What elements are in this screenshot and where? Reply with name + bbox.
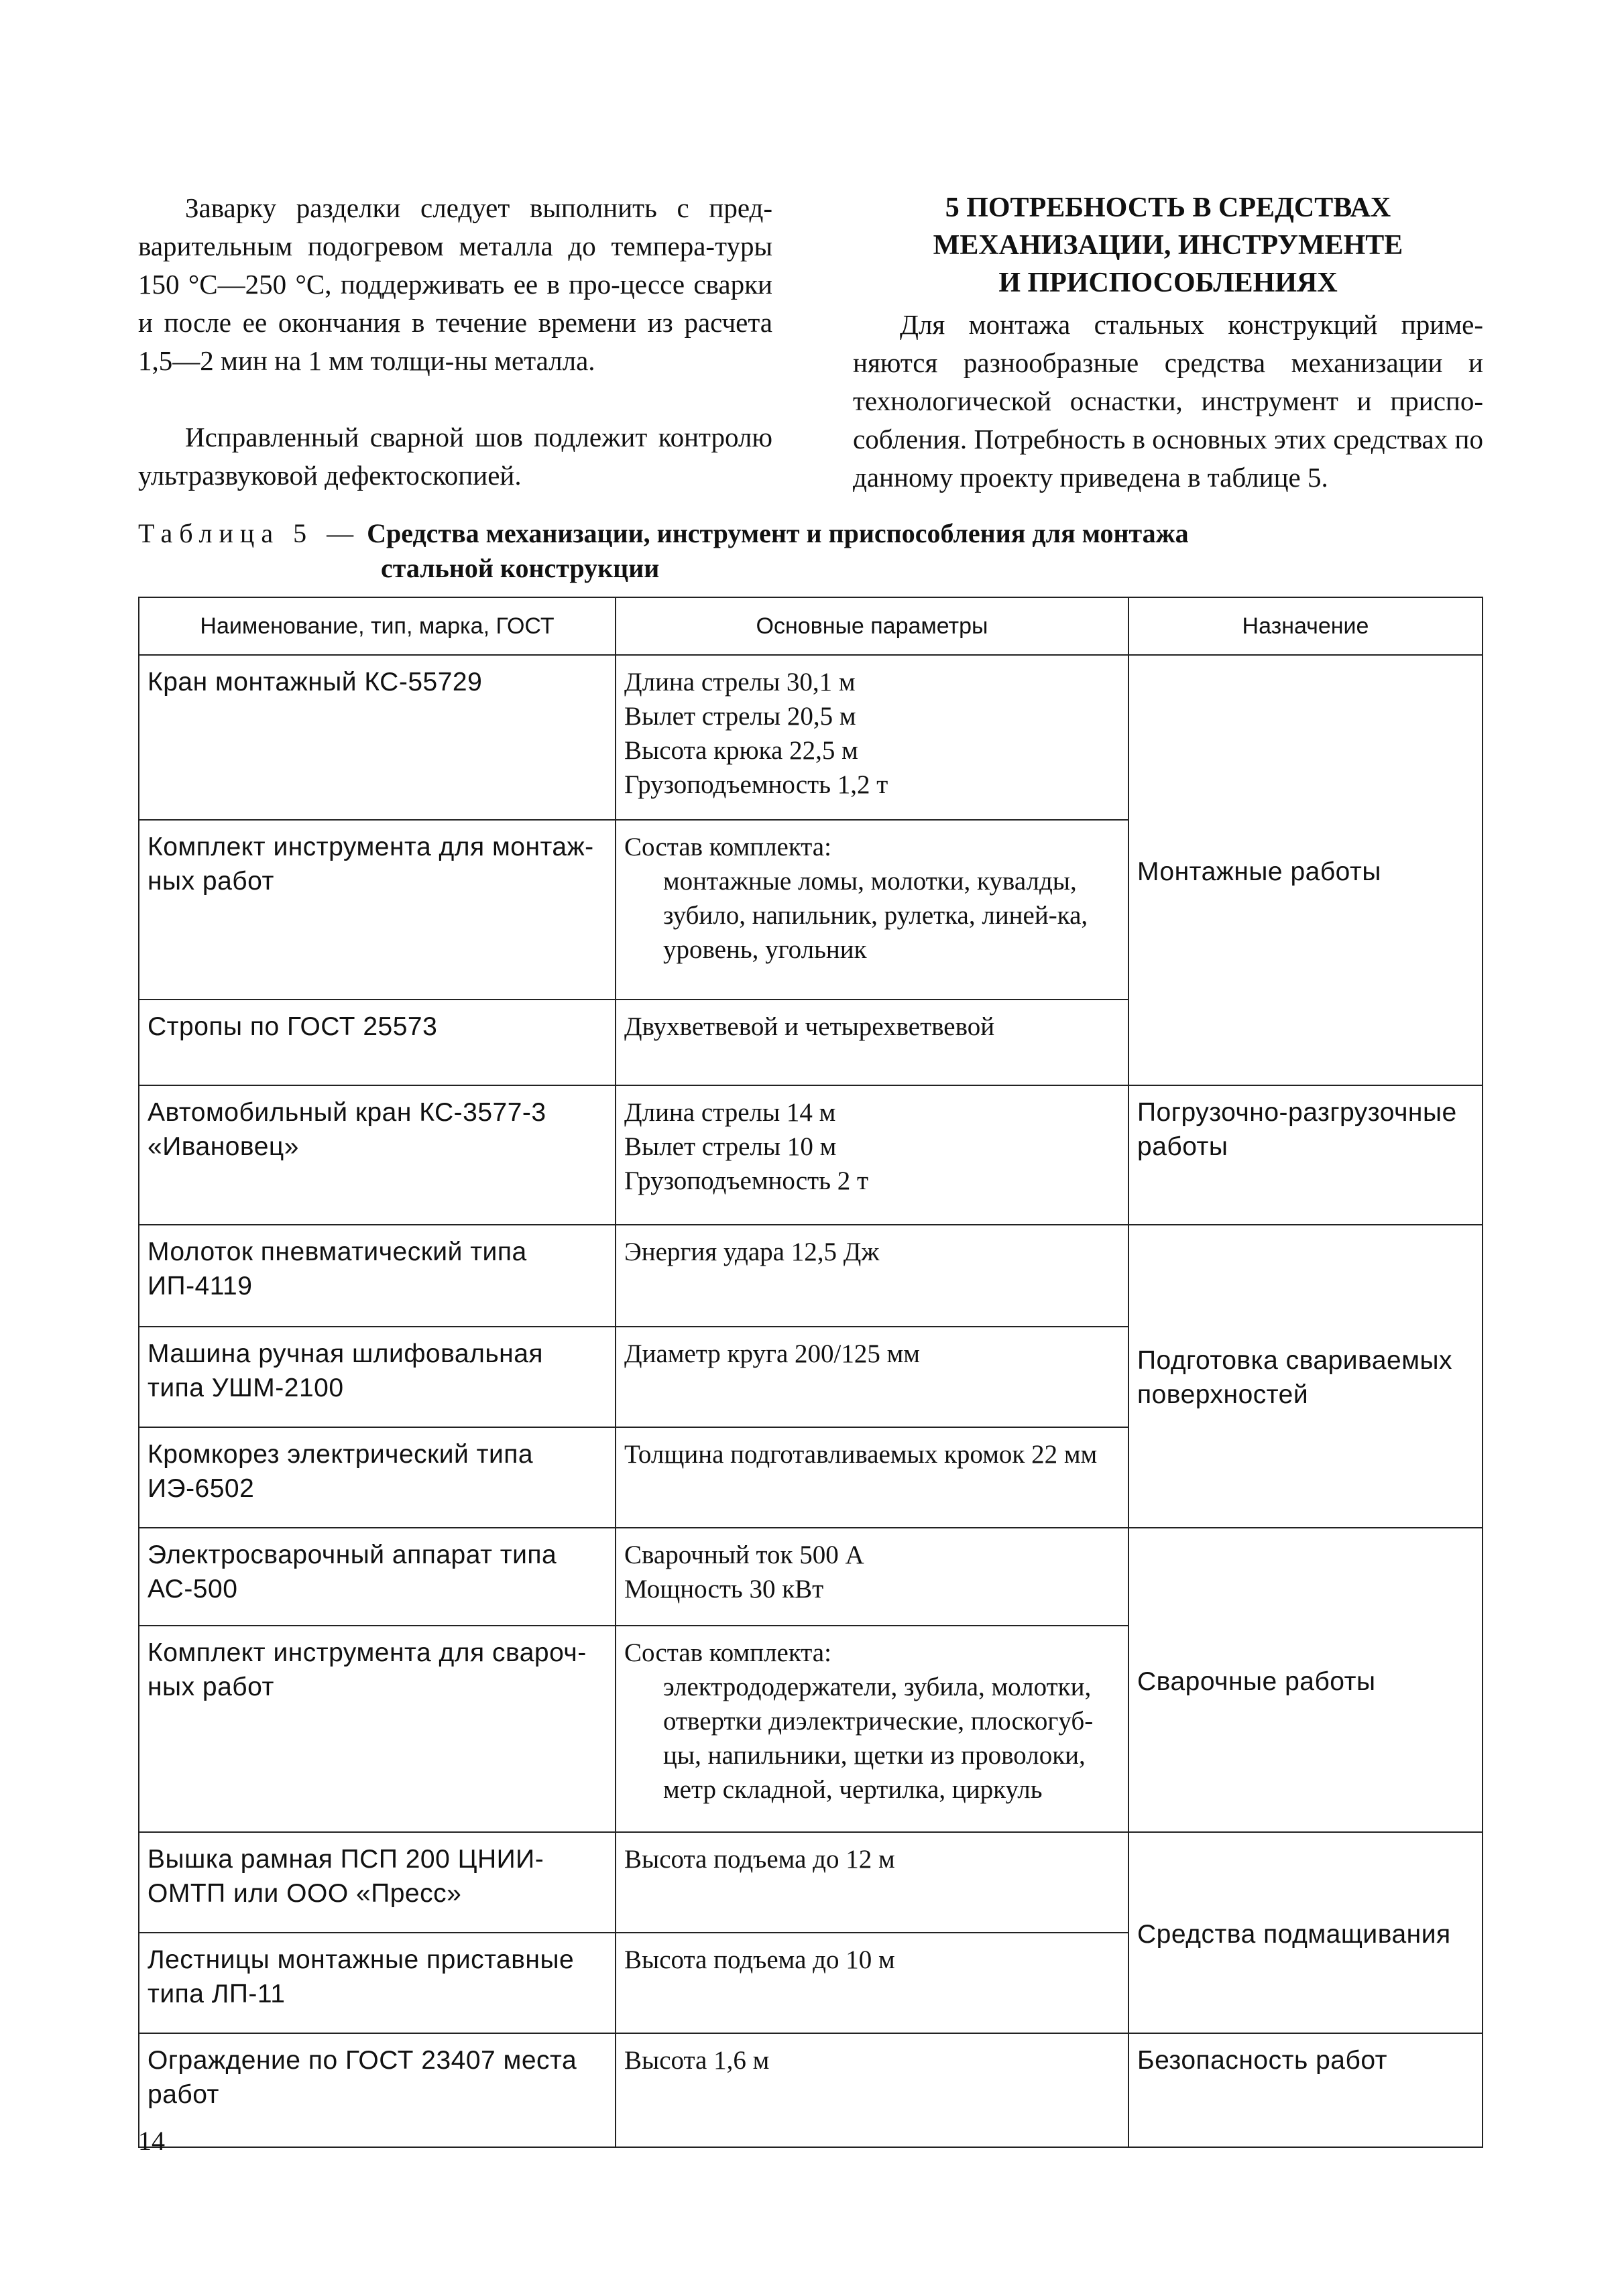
row-name: Комплект инструмента для свароч-ных работ [139, 1626, 616, 1832]
row-param-line: Грузоподъемность 2 т [624, 1166, 869, 1195]
table-header-row [139, 597, 1483, 655]
row-params [616, 1225, 1128, 1327]
row-param-sub: электрододержатели, зубила, молотки, отвертки диэлектрические, плоскогуб-цы, напильники, щетки из проволоки, метр складной, чертилка, циркуль [663, 1673, 1094, 1804]
row-param-line: Двухветвевой и четырехветвевой [624, 1012, 995, 1041]
row-param-line: Длина стрелы 14 м [624, 1098, 836, 1127]
table-caption-label: Таблица 5 — [138, 518, 361, 548]
purpose-cell: Погрузочно-разгрузочные работы [1128, 1085, 1483, 1225]
table-row [139, 1528, 1483, 1626]
row-param-line: Диаметр круга 200/125 мм [624, 1339, 920, 1368]
intro-paragraph-2: Исправленный сварной шов подлежит контролю ультразвуковой дефектоскопией. [138, 422, 772, 491]
row-params [616, 1427, 1128, 1528]
table-row [139, 1225, 1483, 1327]
row-name: Лестницы монтажные приставные типа ЛП-11 [139, 1933, 616, 2033]
row-param-line: Грузоподъемность 1,2 т [624, 770, 888, 799]
row-name: Комплект инструмента для монтаж-ных работ [139, 820, 616, 1000]
row-params [616, 1000, 1128, 1085]
table-row [139, 655, 1483, 820]
row-name: Электросварочный аппарат типа АС-500 [139, 1528, 616, 1626]
row-param-line: Толщина подготавливаемых кромок 22 мм [624, 1440, 1098, 1469]
header-purpose: Назначение [1128, 597, 1483, 655]
row-params [616, 1933, 1128, 2033]
intro-paragraph-1: Заварку разделки следует выполнить с пред-варительным подогревом металла до темпера-туры 150 °С—250 °С, поддерживать ее в про-цессе сварки и после ее окончания в течение времени из расчета 1,5—2 мин на 1 мм толщи-ны металла. [138, 192, 772, 376]
row-param-line: Длина стрелы 30,1 м [624, 668, 856, 697]
row-params [616, 1528, 1128, 1626]
purpose-cell: Средства подмащивания [1128, 1832, 1483, 2033]
row-param-line: Высота 1,6 м [624, 2046, 770, 2075]
row-name: Ограждение по ГОСТ 23407 места работ [139, 2033, 616, 2147]
row-name: Молоток пневматический типа ИП-4119 [139, 1225, 616, 1327]
row-params [616, 1085, 1128, 1225]
table-row [139, 1085, 1483, 1225]
row-name: Кран монтажный КС-55729 [139, 655, 616, 820]
row-params [616, 655, 1128, 820]
row-name: Вышка рамная ПСП 200 ЦНИИ-ОМТП или ООО «Пресс» [139, 1832, 616, 1933]
row-params [616, 1626, 1128, 1832]
table-row [139, 2033, 1483, 2147]
row-name: Автомобильный кран КС-3577-3 «Ивановец» [139, 1085, 616, 1225]
row-param-line: Высота подъема до 12 м [624, 1845, 895, 1874]
row-name: Стропы по ГОСТ 25573 [139, 1000, 616, 1085]
row-name: Кромкорез электрический типа ИЭ-6502 [139, 1427, 616, 1528]
table-caption-title-1: Средства механизации, инструмент и приспособления для монтажа [367, 518, 1189, 548]
purpose-cell: Монтажные работы [1128, 655, 1483, 1085]
purpose-cell: Подготовка свариваемых поверхностей [1128, 1225, 1483, 1528]
section-body-paragraph: Для монтажа стальных конструкций приме-няются разнообразные средства механизации и технологической оснастки, инструмент и приспо-собления. Потребность в основных этих средствах по данному проекту приведена в таблице 5. [853, 309, 1483, 493]
row-param-line: Вылет стрелы 20,5 м [624, 702, 856, 731]
row-param-sub: монтажные ломы, молотки, кувалды, зубило, напильник, рулетка, линей-ка, уровень, угольник [663, 867, 1088, 964]
row-param-line: Высота крюка 22,5 м [624, 736, 858, 765]
purpose-cell: Безопасность работ [1128, 2033, 1483, 2147]
section-heading-line-1: 5 ПОТРЕБНОСТЬ В СРЕДСТВАХ [945, 192, 1391, 223]
row-param-line: Вылет стрелы 10 м [624, 1132, 837, 1161]
page-number: 14 [138, 2126, 165, 2156]
equipment-table [138, 597, 1483, 2148]
header-name: Наименование, тип, марка, ГОСТ [139, 597, 616, 655]
table-caption-title-2: стальной конструкции [381, 553, 660, 583]
row-params [616, 1832, 1128, 1933]
row-param-lead: Состав комплекта: [624, 833, 831, 861]
row-param-lead: Состав комплекта: [624, 1638, 831, 1667]
row-params [616, 1327, 1128, 1427]
header-params: Основные параметры [616, 597, 1128, 655]
row-params [616, 2033, 1128, 2147]
row-params [616, 820, 1128, 1000]
row-param-line: Энергия удара 12,5 Дж [624, 1237, 880, 1266]
row-name: Машина ручная шлифовальная типа УШМ-2100 [139, 1327, 616, 1427]
section-heading-line-3: И ПРИСПОСОБЛЕНИЯХ [998, 267, 1338, 298]
row-param-line: Высота подъема до 10 м [624, 1945, 895, 1974]
purpose-cell: Сварочные работы [1128, 1528, 1483, 1832]
row-param-line: Мощность 30 кВт [624, 1575, 824, 1604]
row-param-line: Сварочный ток 500 А [624, 1540, 864, 1569]
table-caption [138, 516, 1479, 586]
table-row [139, 1832, 1483, 1933]
section-heading [853, 189, 1483, 302]
section-heading-line-2: МЕХАНИЗАЦИИ, ИНСТРУМЕНТЕ [933, 230, 1403, 261]
